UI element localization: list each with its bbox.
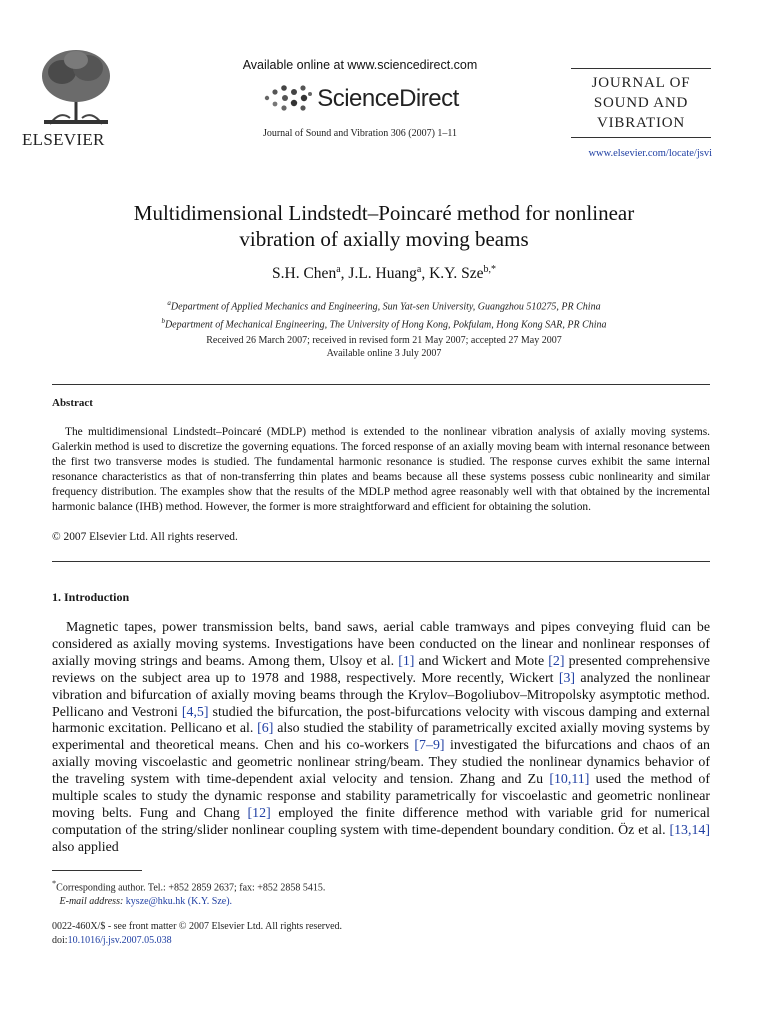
doi-label: doi: <box>52 935 68 946</box>
introduction-paragraph <box>52 620 710 857</box>
citation-link[interactable]: [3] <box>558 670 576 686</box>
footnote-mark: * <box>52 879 57 888</box>
citation-link[interactable]: [13,14] <box>669 822 710 838</box>
abstract-text: The multidimensional Lindstedt–Poincaré (MDLP) method is extended to the nonlinear vibration analysis of axially moving systems. Galerkin method is used to discretize the governing equations. The forced response of an axially moving beam with internal resonance between the first two transverse modes is studied. The fundamental harmonic resonance is studied. The response curves exhibit the same internal resonance characteristics as that of non-transferring thin plates and beams because all these systems possess cubic nonlinearity and similar frequency distribution. The examples show that the results of the MDLP method agree reasonably well with that obtained by the incremental harmonic balance (IHB) method. However, the former is more straightforward and efficient for obtaining the solution. <box>52 426 710 514</box>
author-name[interactable]: S.H. Chen <box>272 265 337 283</box>
citation-link[interactable]: [10,11] <box>549 772 590 788</box>
intro-text: also applied <box>52 839 119 855</box>
doi-link[interactable]: 10.1016/j.jsv.2007.05.038 <box>67 935 172 946</box>
citation-link[interactable]: [1] <box>398 653 415 669</box>
intro-text: analyzed the nonlinear vibration and bifurcation of axially moving beams through the Krylov–Bogoliubov–Mitropolsky asymptotic method. Pellicano and Vestroni <box>52 670 710 720</box>
citation-link[interactable]: [6] <box>257 721 274 737</box>
intro-text: Magnetic tapes, power transmission belts, band saws, aerial cable tramways and pipes conveying fluid can be considered as axially moving systems. Investigations have been conducted on the linear and nonlinear responses of axially moving strings and beams. Among them, Ulsoy et al. <box>52 620 710 669</box>
abstract-bottom-rule <box>52 561 710 562</box>
abstract-top-rule <box>52 384 710 385</box>
email-line <box>52 895 710 909</box>
elsevier-tree-icon <box>30 46 122 126</box>
title-line: Multidimensional Lindstedt–Poincaré method for nonlinear <box>133 201 635 225</box>
front-matter <box>52 920 342 948</box>
corresponding-author-text: Corresponding author. Tel.: +852 2859 2637; fax: +852 2858 5415. <box>56 882 326 894</box>
author-separator: , <box>421 265 430 283</box>
author-list <box>40 264 728 283</box>
citation-link[interactable]: [7–9] <box>414 738 445 754</box>
author-affil-mark: a <box>336 264 341 275</box>
author-affil-mark: a <box>416 264 422 275</box>
available-online-date: Available online 3 July 2007 <box>326 348 442 359</box>
corresponding-author-note <box>52 877 710 895</box>
author-separator: , <box>340 265 349 283</box>
title-line: vibration of axially moving beams <box>239 227 529 251</box>
journal-name-line: VIBRATION <box>596 115 686 131</box>
intro-text: studied the bifurcation, the post-bifurcations velocity with viscous damping and external harmonic excitation. Pellicano et al. <box>52 704 710 737</box>
journal-citation: Journal of Sound and Vibration 306 (2007) 1–11 <box>262 128 458 139</box>
journal-name-line: SOUND AND <box>593 95 689 111</box>
email-link[interactable]: kysze@hku.hk (K.Y. Sze). <box>125 896 233 908</box>
affiliation-mark: a <box>167 299 171 307</box>
elsevier-wordmark: ELSEVIER <box>22 130 105 149</box>
sciencedirect-dots-icon <box>261 84 313 114</box>
doi-line <box>52 934 342 948</box>
intro-text: also studied the stability of parametrically excited axially moving systems by experimental and theoretical means. Chen and his co-workers <box>52 721 710 754</box>
author-name[interactable]: J.L. Huang <box>348 265 417 283</box>
footnote-rule <box>52 870 142 871</box>
page-header <box>0 0 768 170</box>
journal-url-link[interactable]: www.elsevier.com/locate/jsvi <box>588 148 712 159</box>
affiliations <box>40 296 728 333</box>
citation-link[interactable]: [4,5] <box>181 704 209 720</box>
elsevier-logo <box>22 46 132 151</box>
sciencedirect-wordmark: ScienceDirect <box>317 85 459 112</box>
footnote <box>52 877 710 909</box>
sciencedirect-block <box>190 58 530 158</box>
affiliation-text: Department of Mechanical Engineering, The University of Hong Kong, Pokfulam, Hong Kong SAR, PR China <box>164 319 607 331</box>
journal-title-box <box>571 68 711 138</box>
intro-text: investigated the bifurcations and chaos of an axially moving viscoelastic and geometric nonlinear string/beam. They studied the nonlinear dynamics behavior of the traveling system with time-dependent axial velocity and tension. Zhang and Zu <box>52 738 710 788</box>
intro-text: employed the finite difference method with variable grid for numerical computation of the string/slider nonlinear coupling system with time-dependent boundary condition. Öz et al. <box>52 805 710 838</box>
affiliation-mark: b <box>161 317 165 326</box>
sciencedirect-logo <box>190 82 530 116</box>
issn-line: 0022-460X/$ - see front matter © 2007 Elsevier Ltd. All rights reserved. <box>52 921 343 932</box>
section-heading-introduction: 1. Introduction <box>52 590 130 604</box>
citation-link[interactable]: [12] <box>247 805 271 821</box>
article-title <box>40 200 728 252</box>
intro-text: and Wickert and Mote <box>414 653 549 669</box>
author-name[interactable]: K.Y. Sze <box>429 265 484 283</box>
affiliation-line <box>40 296 728 314</box>
intro-text: presented comprehensive reviews on the subject area up to 1978 and 1988, respectively. More recently, Wickert <box>52 653 710 686</box>
affiliation-line <box>40 314 728 332</box>
available-online-text: Available online at www.sciencedirect.com <box>242 58 478 72</box>
received-dates: Received 26 March 2007; received in revised form 21 May 2007; accepted 27 May 2007 <box>206 335 562 346</box>
article-dates <box>40 334 728 360</box>
intro-text: used the method of multiple scales to study the dynamic response and stability parametrically for viscoelastic and geometric nonlinear moving belts. Fung and Chang <box>52 772 710 821</box>
citation-link[interactable]: [2] <box>548 653 565 669</box>
email-label: E-mail address: <box>59 896 124 908</box>
affiliation-text: Department of Applied Mechanics and Engineering, Sun Yat-sen University, Guangzhou 510275, PR China <box>170 301 601 313</box>
abstract-heading: Abstract <box>52 397 93 409</box>
author-affil-mark: b,* <box>483 264 496 275</box>
journal-name-line: JOURNAL OF <box>591 75 691 91</box>
abstract-copyright: © 2007 Elsevier Ltd. All rights reserved. <box>52 531 238 543</box>
